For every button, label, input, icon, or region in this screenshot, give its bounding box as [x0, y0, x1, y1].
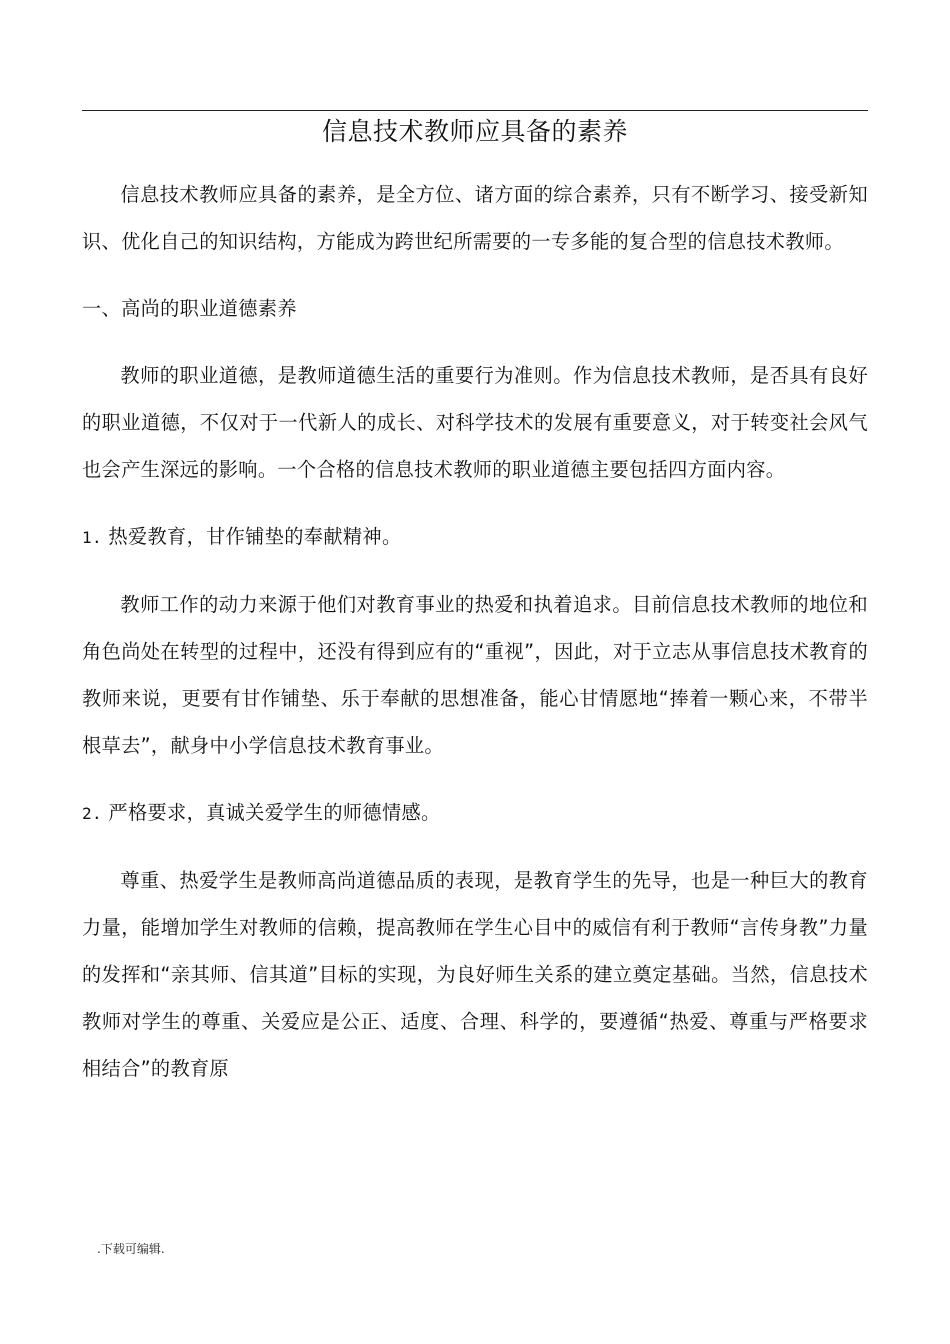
- item-number: 1.: [82, 528, 102, 547]
- item-heading-text: 热爱教育，甘作铺垫的奉献精神。: [108, 525, 402, 548]
- section-paragraph: 教师的职业道德，是教师道德生活的重要行为准则。作为信息技术教师，是否具有良好的职业道德，不仅对于一代新人的成长、对科学技术的发展有重要意义，对于转变社会风气也会产生深远的影响。一个合格的信息技术教师的职业道德主要包括四方面内容。: [82, 364, 868, 481]
- numbered-heading-2: [82, 789, 868, 837]
- item-heading-text: 严格要求，真诚关爱学生的师德情感。: [108, 801, 441, 824]
- document-body: [82, 171, 868, 1112]
- header-rule: [82, 110, 868, 111]
- item-1-paragraph: 教师工作的动力来源于他们对教育事业的热爱和执着追求。目前信息技术教师的地位和角色尚处在转型的过程中，还没有得到应有的“重视”，因此，对于立志从事信息技术教育的教师来说，更要有甘作铺垫、乐于奉献的思想准备，能心甘情愿地“捧着一颗心来，不带半根草去”，献身中小学信息技术教育事业。: [82, 593, 868, 757]
- item-number: 2.: [82, 804, 102, 823]
- item-2-paragraph: 尊重、热爱学生是教师高尚道德品质的表现，是教育学生的先导，也是一种巨大的教育力量，能增加学生对教师的信赖，提高教师在学生心目中的威信有利于教师“言传身教”力量的发挥和“亲其师、信其道”目标的实现，为良好师生关系的建立奠定基础。当然，信息技术教师对学生的尊重、关爱应是公正、适度、合理、科学的，要遵循“热爱、尊重与严格要求相结合”的教育原: [82, 869, 868, 1080]
- document-title: 信息技术教师应具备的素养: [321, 117, 628, 146]
- numbered-heading-1: [82, 513, 868, 561]
- section-heading: 一、高尚的职业道德素养: [82, 297, 297, 320]
- footer-note: .下载可编辑.: [97, 1242, 165, 1256]
- intro-paragraph: 信息技术教师应具备的素养，是全方位、诸方面的综合素养，只有不断学习、接受新知识、优化自己的知识结构，方能成为跨世纪所需要的一专多能的复合型的信息技术教师。: [82, 183, 868, 253]
